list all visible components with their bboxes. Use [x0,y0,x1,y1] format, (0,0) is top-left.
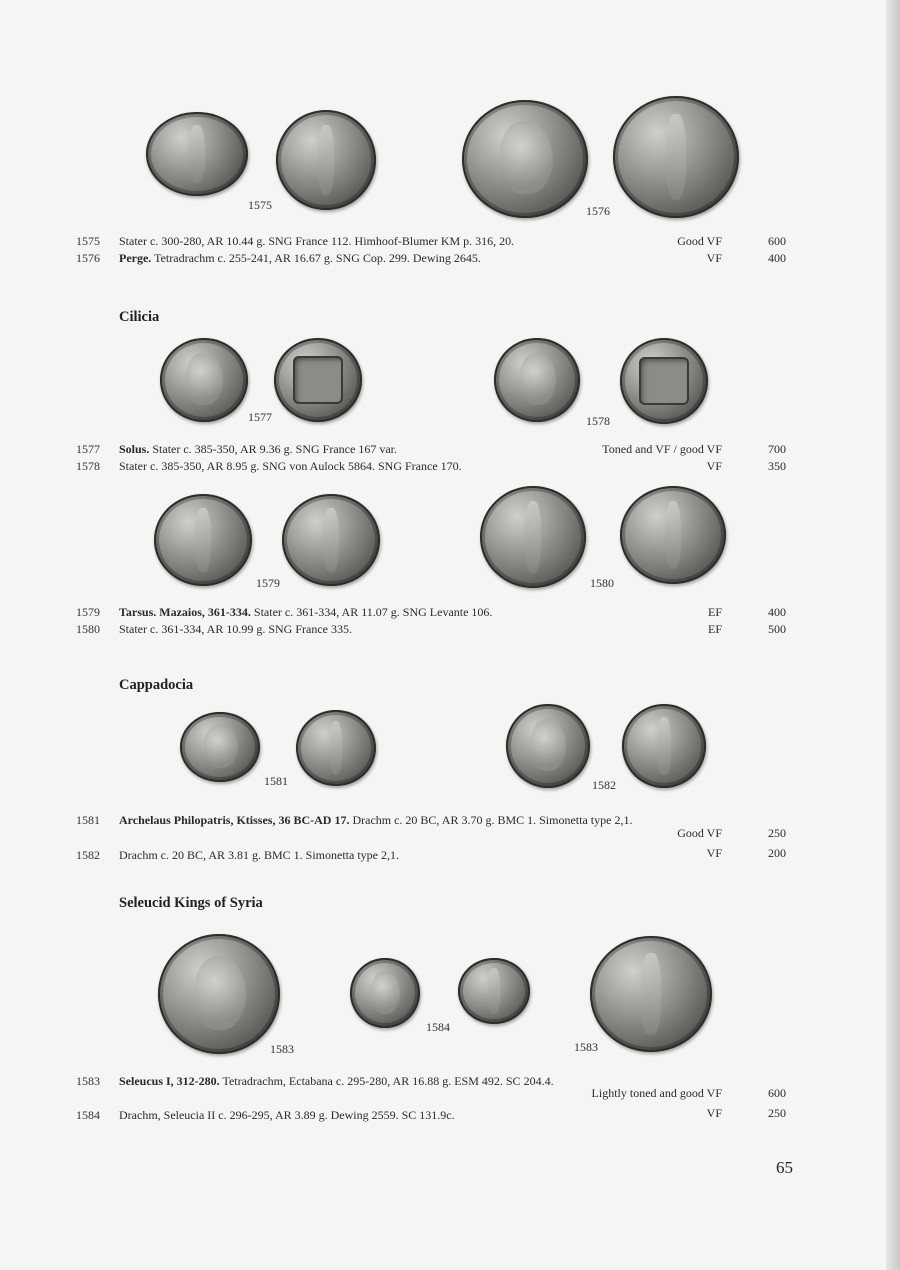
lot-description: Solus. Stater c. 385-350, AR 9.36 g. SNG France 167 var. [119,442,397,456]
coin-1580-reverse [620,486,726,584]
section-heading-cappadocia: Cappadocia [119,677,194,693]
lot-estimate: 500 [768,622,786,636]
figure-label-1581: 1581 [264,774,288,788]
coin-1575-obverse [146,112,248,196]
coin-1578-reverse [620,338,708,424]
coin-1582-reverse [622,704,706,788]
lot-description: Tarsus. Mazaios, 361-334. Stater c. 361-334, AR 11.07 g. SNG Levante 106. [119,605,493,619]
lot-number: 1579 [76,605,100,619]
lot-estimate: 350 [768,459,786,473]
lot-description: Archelaus Philopatris, Ktisses, 36 BC-AD 17. Drachm c. 20 BC, AR 3.70 g. BMC 1. Simonetta type 2,1. [119,813,633,827]
lot-grade: Good VF [677,234,722,248]
lot-description: Perge. Tetradrachm c. 255-241, AR 16.67 g. SNG Cop. 299. Dewing 2645. [119,251,481,265]
figure-label-1582: 1582 [592,778,616,792]
figure-label-1579: 1579 [256,576,280,590]
page-number: 65 [776,1158,793,1177]
figure-label-1577: 1577 [248,410,272,424]
lot-estimate: 400 [768,251,786,265]
lot-estimate: 700 [768,442,786,456]
figure-label-1576: 1576 [586,204,610,218]
figure-label-1575: 1575 [248,198,272,212]
coin-1582-obverse [506,704,590,788]
coin-1576-reverse [613,96,739,218]
lot-description: Stater c. 385-350, AR 8.95 g. SNG von Aulock 5864. SNG France 170. [119,459,462,473]
figure-label-1578: 1578 [586,414,610,428]
lot-grade: EF [707,605,722,619]
lot-estimate: 250 [768,826,786,840]
coin-1576-obverse [462,100,588,218]
lot-number: 1582 [76,848,100,862]
coin-1579-obverse [154,494,252,586]
lot-number: 1578 [76,459,100,473]
lot-estimate: 400 [768,605,786,619]
lot-grade: Lightly toned and good VF [591,1086,722,1100]
lot-grade: VF [706,1106,722,1120]
lot-grade: Toned and VF / good VF [602,442,722,456]
lot-grade: VF [706,846,722,860]
lot-estimate: 600 [768,1086,786,1100]
figure-label-1583-left: 1583 [270,1042,294,1056]
coin-1575-reverse [276,110,376,210]
lot-description: Drachm, Seleucia II c. 296-295, AR 3.89 g. Dewing 2559. SC 131.9c. [119,1108,455,1122]
lot-number: 1580 [76,622,100,636]
coin-1583-reverse [590,936,712,1052]
lot-estimate: 200 [768,846,786,860]
coin-1578-obverse [494,338,580,422]
coin-1581-reverse [296,710,376,786]
lot-number: 1575 [76,234,100,248]
lot-number: 1583 [76,1074,100,1088]
lot-number: 1584 [76,1108,100,1122]
section-heading-seleucid: Seleucid Kings of Syria [119,895,263,911]
figure-label-1580: 1580 [590,576,614,590]
coin-1581-obverse [180,712,260,782]
page-edge-shadow [886,0,900,1270]
coin-1583-obverse [158,934,280,1054]
coin-1577-reverse [274,338,362,422]
lot-description: Drachm c. 20 BC, AR 3.81 g. BMC 1. Simonetta type 2,1. [119,848,399,862]
lot-description: Stater c. 361-334, AR 10.99 g. SNG France 335. [119,622,352,636]
lot-grade: EF [707,622,722,636]
coin-1584-obverse [350,958,420,1028]
coin-1580-obverse [480,486,586,588]
lot-number: 1577 [76,442,100,456]
lot-estimate: 250 [768,1106,786,1120]
lot-number: 1581 [76,813,100,827]
figure-label-1584: 1584 [426,1020,450,1034]
lot-description: Seleucus I, 312-280. Tetradrachm, Ectabana c. 295-280, AR 16.88 g. ESM 492. SC 204.4. [119,1074,554,1088]
figure-label-1583-right: 1583 [574,1040,598,1054]
section-heading-cilicia: Cilicia [119,309,160,325]
lot-number: 1576 [76,251,100,265]
lot-description: Stater c. 300-280, AR 10.44 g. SNG France 112. Himhoof-Blumer KM p. 316, 20. [119,234,515,248]
lot-estimate: 600 [768,234,786,248]
coin-1579-reverse [282,494,380,586]
coin-1584-reverse [458,958,530,1024]
lot-grade: Good VF [677,826,722,840]
lot-grade: VF [706,251,722,265]
lot-grade: VF [706,459,722,473]
coin-1577-obverse [160,338,248,422]
